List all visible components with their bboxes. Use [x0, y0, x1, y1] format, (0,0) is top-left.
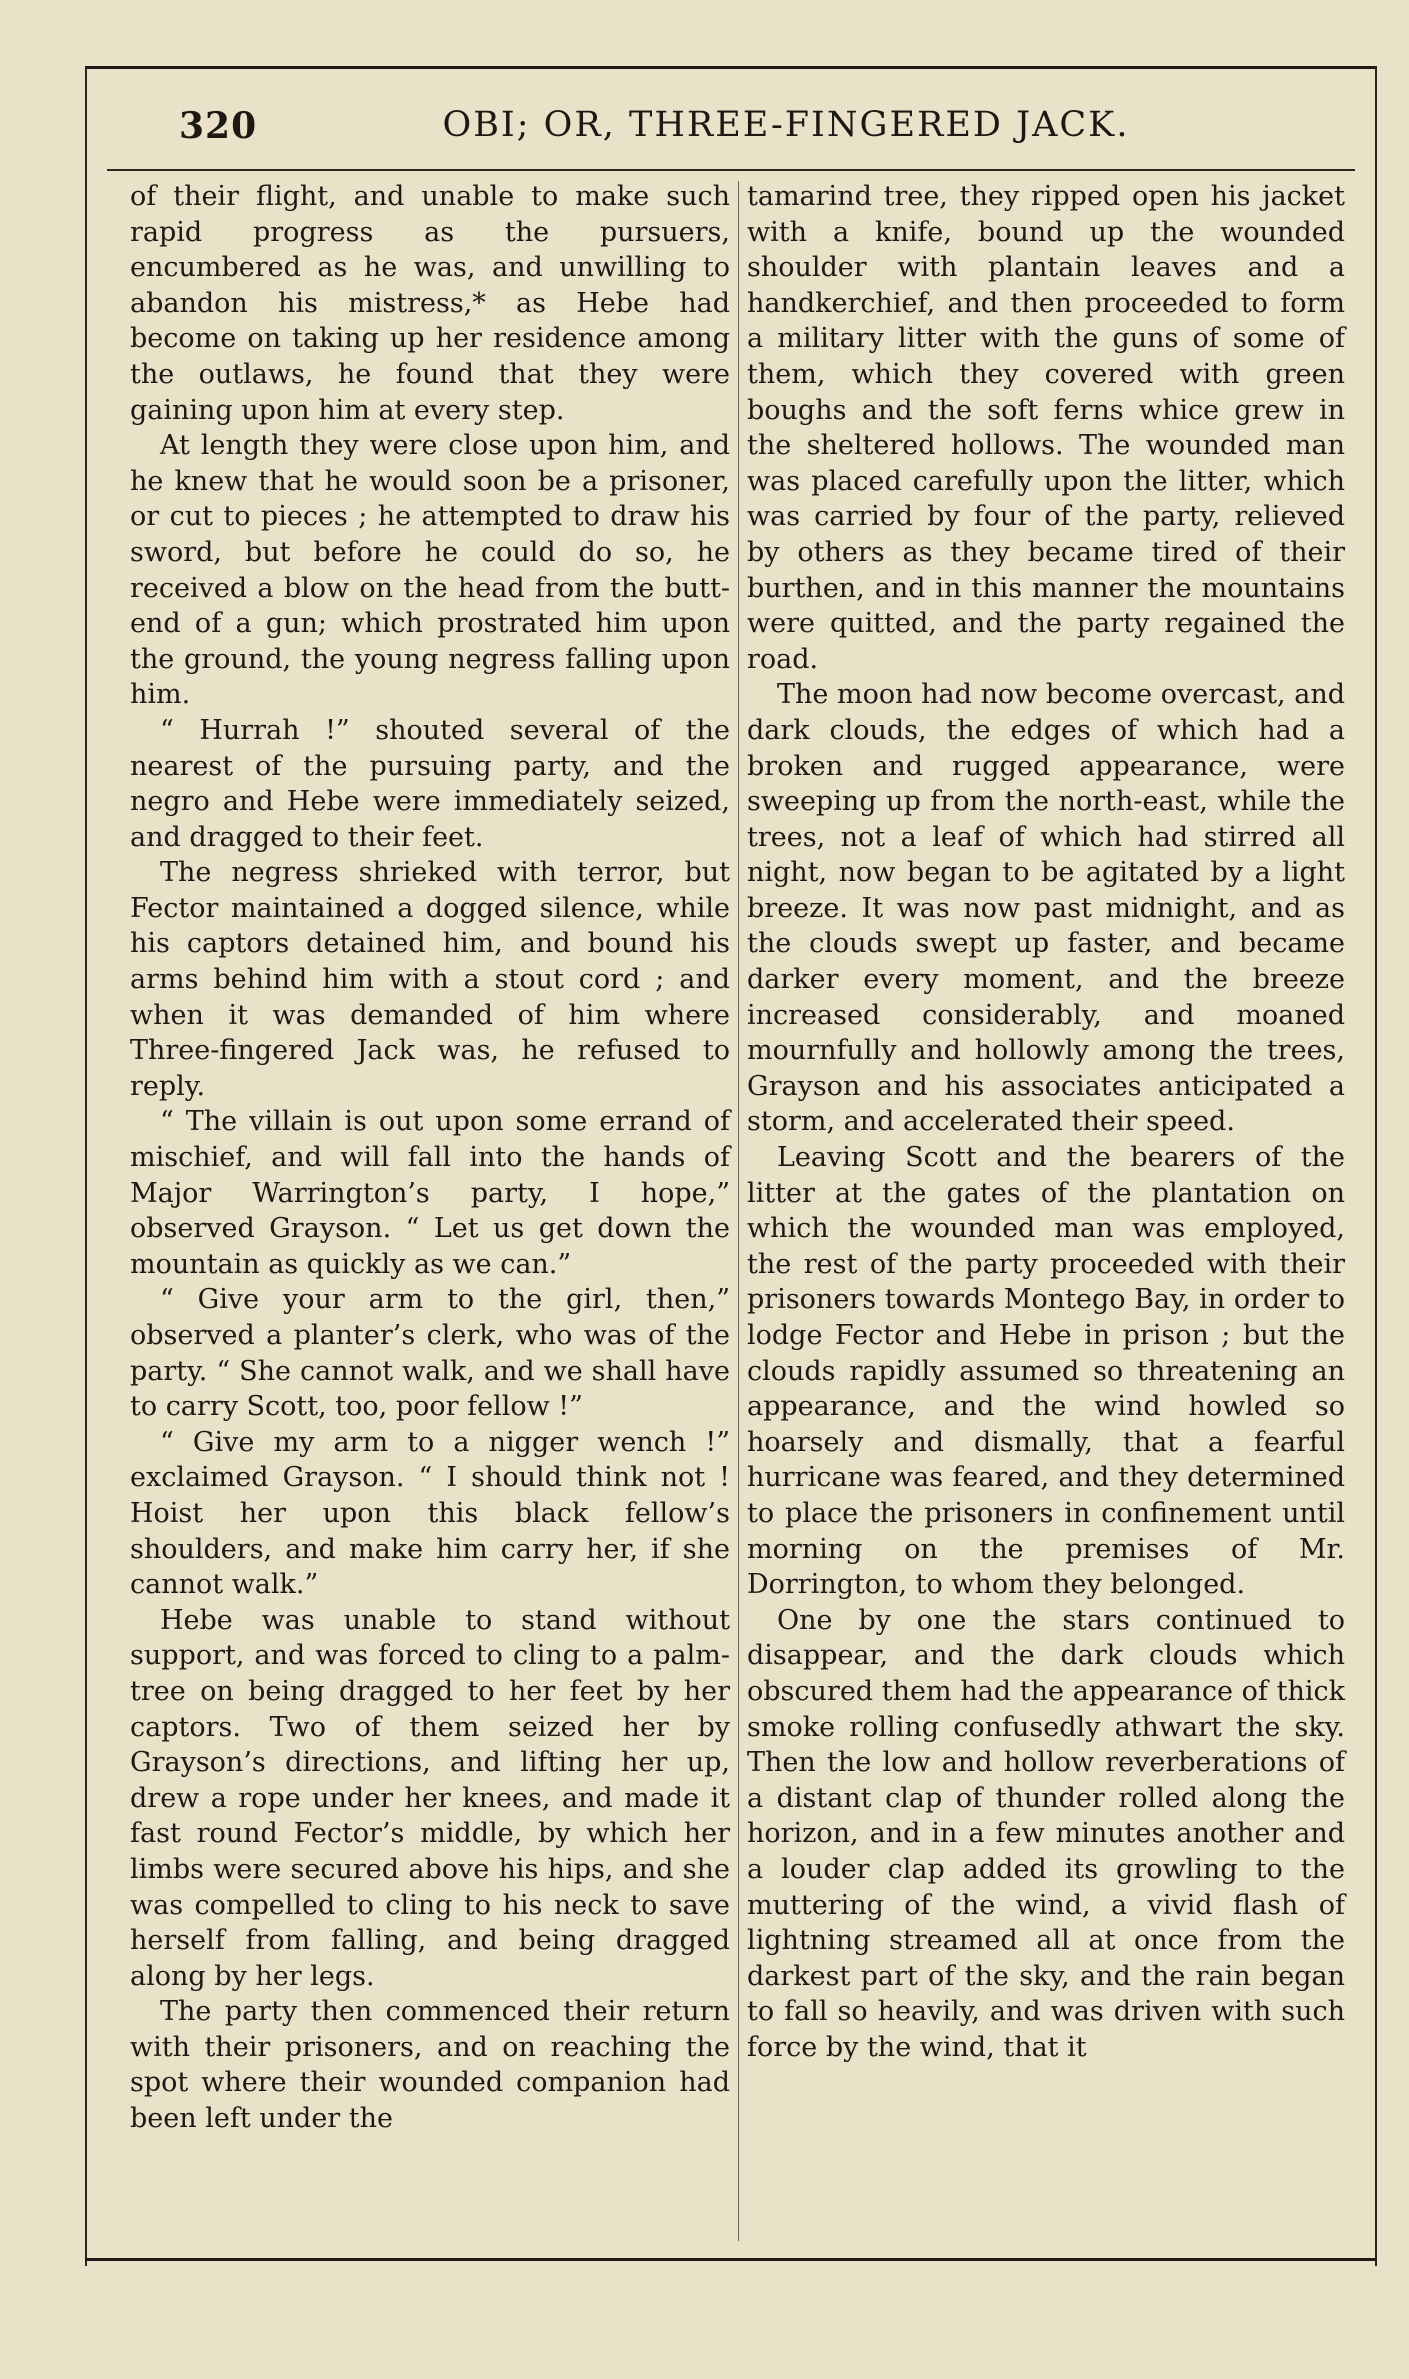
paragraph: “ Give my arm to a nigger wench !” exclaimed Grayson. “ I should think not ! Hoist her upon this black fellow’s shoulders, and make him carry her, if she cannot walk.” — [130, 1426, 730, 1601]
paragraph: “ The villain is out upon some errand of mischief, and will fall into the hands of Major Warrington’s party, I hope,” observed Grayson. “ Let us get down the mountain as quickly as we can.” — [130, 1106, 730, 1280]
bottom-rule — [85, 2258, 1377, 2261]
paragraph: The negress shrieked with terror, but Fector maintained a dogged silence, while his captors detained him, and bound his arms behind him with a stout cord ; and when it was demanded of him where Three-fingered Jack was, he refused to reply. — [130, 857, 730, 1102]
printed-page — [85, 66, 1377, 2266]
paragraph: The moon had now become overcast, and dark clouds, the edges of which had a broken and rugged appearance, were sweeping up from the north-east, while the trees, not a leaf of which had stirred all night, now began to be agitated by a light breeze. It was now past midnight, and as the clouds swept up faster, and became darker every moment, and the breeze increased considerably, and moaned mournfully and hollowly among the trees, Grayson and his associates anticipated a storm, and accelerated their speed. — [747, 679, 1345, 1138]
left-column — [130, 179, 730, 2259]
paragraph: At length they were close upon him, and he knew that he would soon be a prisoner, or cut to pieces ; he attempted to draw his sword, but before he could do so, he received a blow on the head from the butt-end of a gun; which prostrated him upon the ground, the young negress falling upon him. — [130, 430, 730, 711]
paragraph: Hebe was unable to stand without support, and was forced to cling to a palm-tree on being dragged to her feet by her captors. Two of them seized her by Grayson’s directions, and lifting her up, drew a rope under her knees, and made it fast round Fector’s middle, by which her limbs were secured above his hips, and she was compelled to cling to his neck to save herself from falling, and being dragged along by her legs. — [130, 1604, 730, 1992]
paragraph: of their flight, and unable to make such rapid progress as the pursuers, encumbered as he was, and unwilling to abandon his mistress,* as Hebe had become on taking up her residence among the outlaws, he found that they were gaining upon him at every step. — [130, 181, 730, 426]
paragraph: One by one the stars continued to disappear, and the dark clouds which obscured them had the appearance of thick smoke rolling confusedly athwart the sky. Then the low and hollow reverberations of a distant clap of thunder rolled along the horizon, and in a few minutes another and a louder clap added its growling to the muttering of the wind, a vivid flash of lightning streamed all at once from the darkest part of the sky, and the rain began to fall so heavily, and was driven with such force by the wind, that it — [747, 1604, 1345, 2063]
header-rule — [107, 169, 1355, 171]
paragraph: tamarind tree, they ripped open his jacket with a knife, bound up the wounded shoulder with plantain leaves and a handkerchief, and then proceeded to form a military litter with the guns of some of them, which they covered with green boughs and the soft ferns whice grew in the sheltered hollows. The wounded man was placed carefully upon the litter, which was carried by four of the party, relieved by others as they became tired of their burthen, and in this manner the mountains were quitted, and the party regained the road. — [747, 181, 1345, 675]
column-divider — [738, 181, 739, 2241]
right-column — [747, 179, 1345, 2259]
paragraph: “ Give your arm to the girl, then,” observed a planter’s clerk, who was of the party. “ She cannot walk, and we shall have to carry Scott, too, poor fellow !” — [130, 1284, 730, 1423]
paragraph: The party then commenced their return with their prisoners, and on reaching the spot where their wounded companion had been left under the — [130, 1996, 730, 2135]
page-number: 320 — [179, 105, 258, 147]
running-title: OBI; OR, THREE-FINGERED JACK. — [442, 105, 1130, 145]
paragraph: “ Hurrah !” shouted several of the nearest of the pursuing party, and the negro and Hebe were immediately seized, and dragged to their feet. — [130, 714, 730, 853]
page-header — [87, 83, 1375, 163]
paragraph: Leaving Scott and the bearers of the litter at the gates of the plantation on which the wounded man was employed, the rest of the party proceeded with their prisoners towards Montego Bay, in order to lodge Fector and Hebe in prison ; but the clouds rapidly assumed so threatening an appearance, and the wind howled so hoarsely and dismally, that a fearful hurricane was feared, and they determined to place the prisoners in confinement until morning on the premises of Mr. Dorrington, to whom they belonged. — [747, 1142, 1345, 1601]
